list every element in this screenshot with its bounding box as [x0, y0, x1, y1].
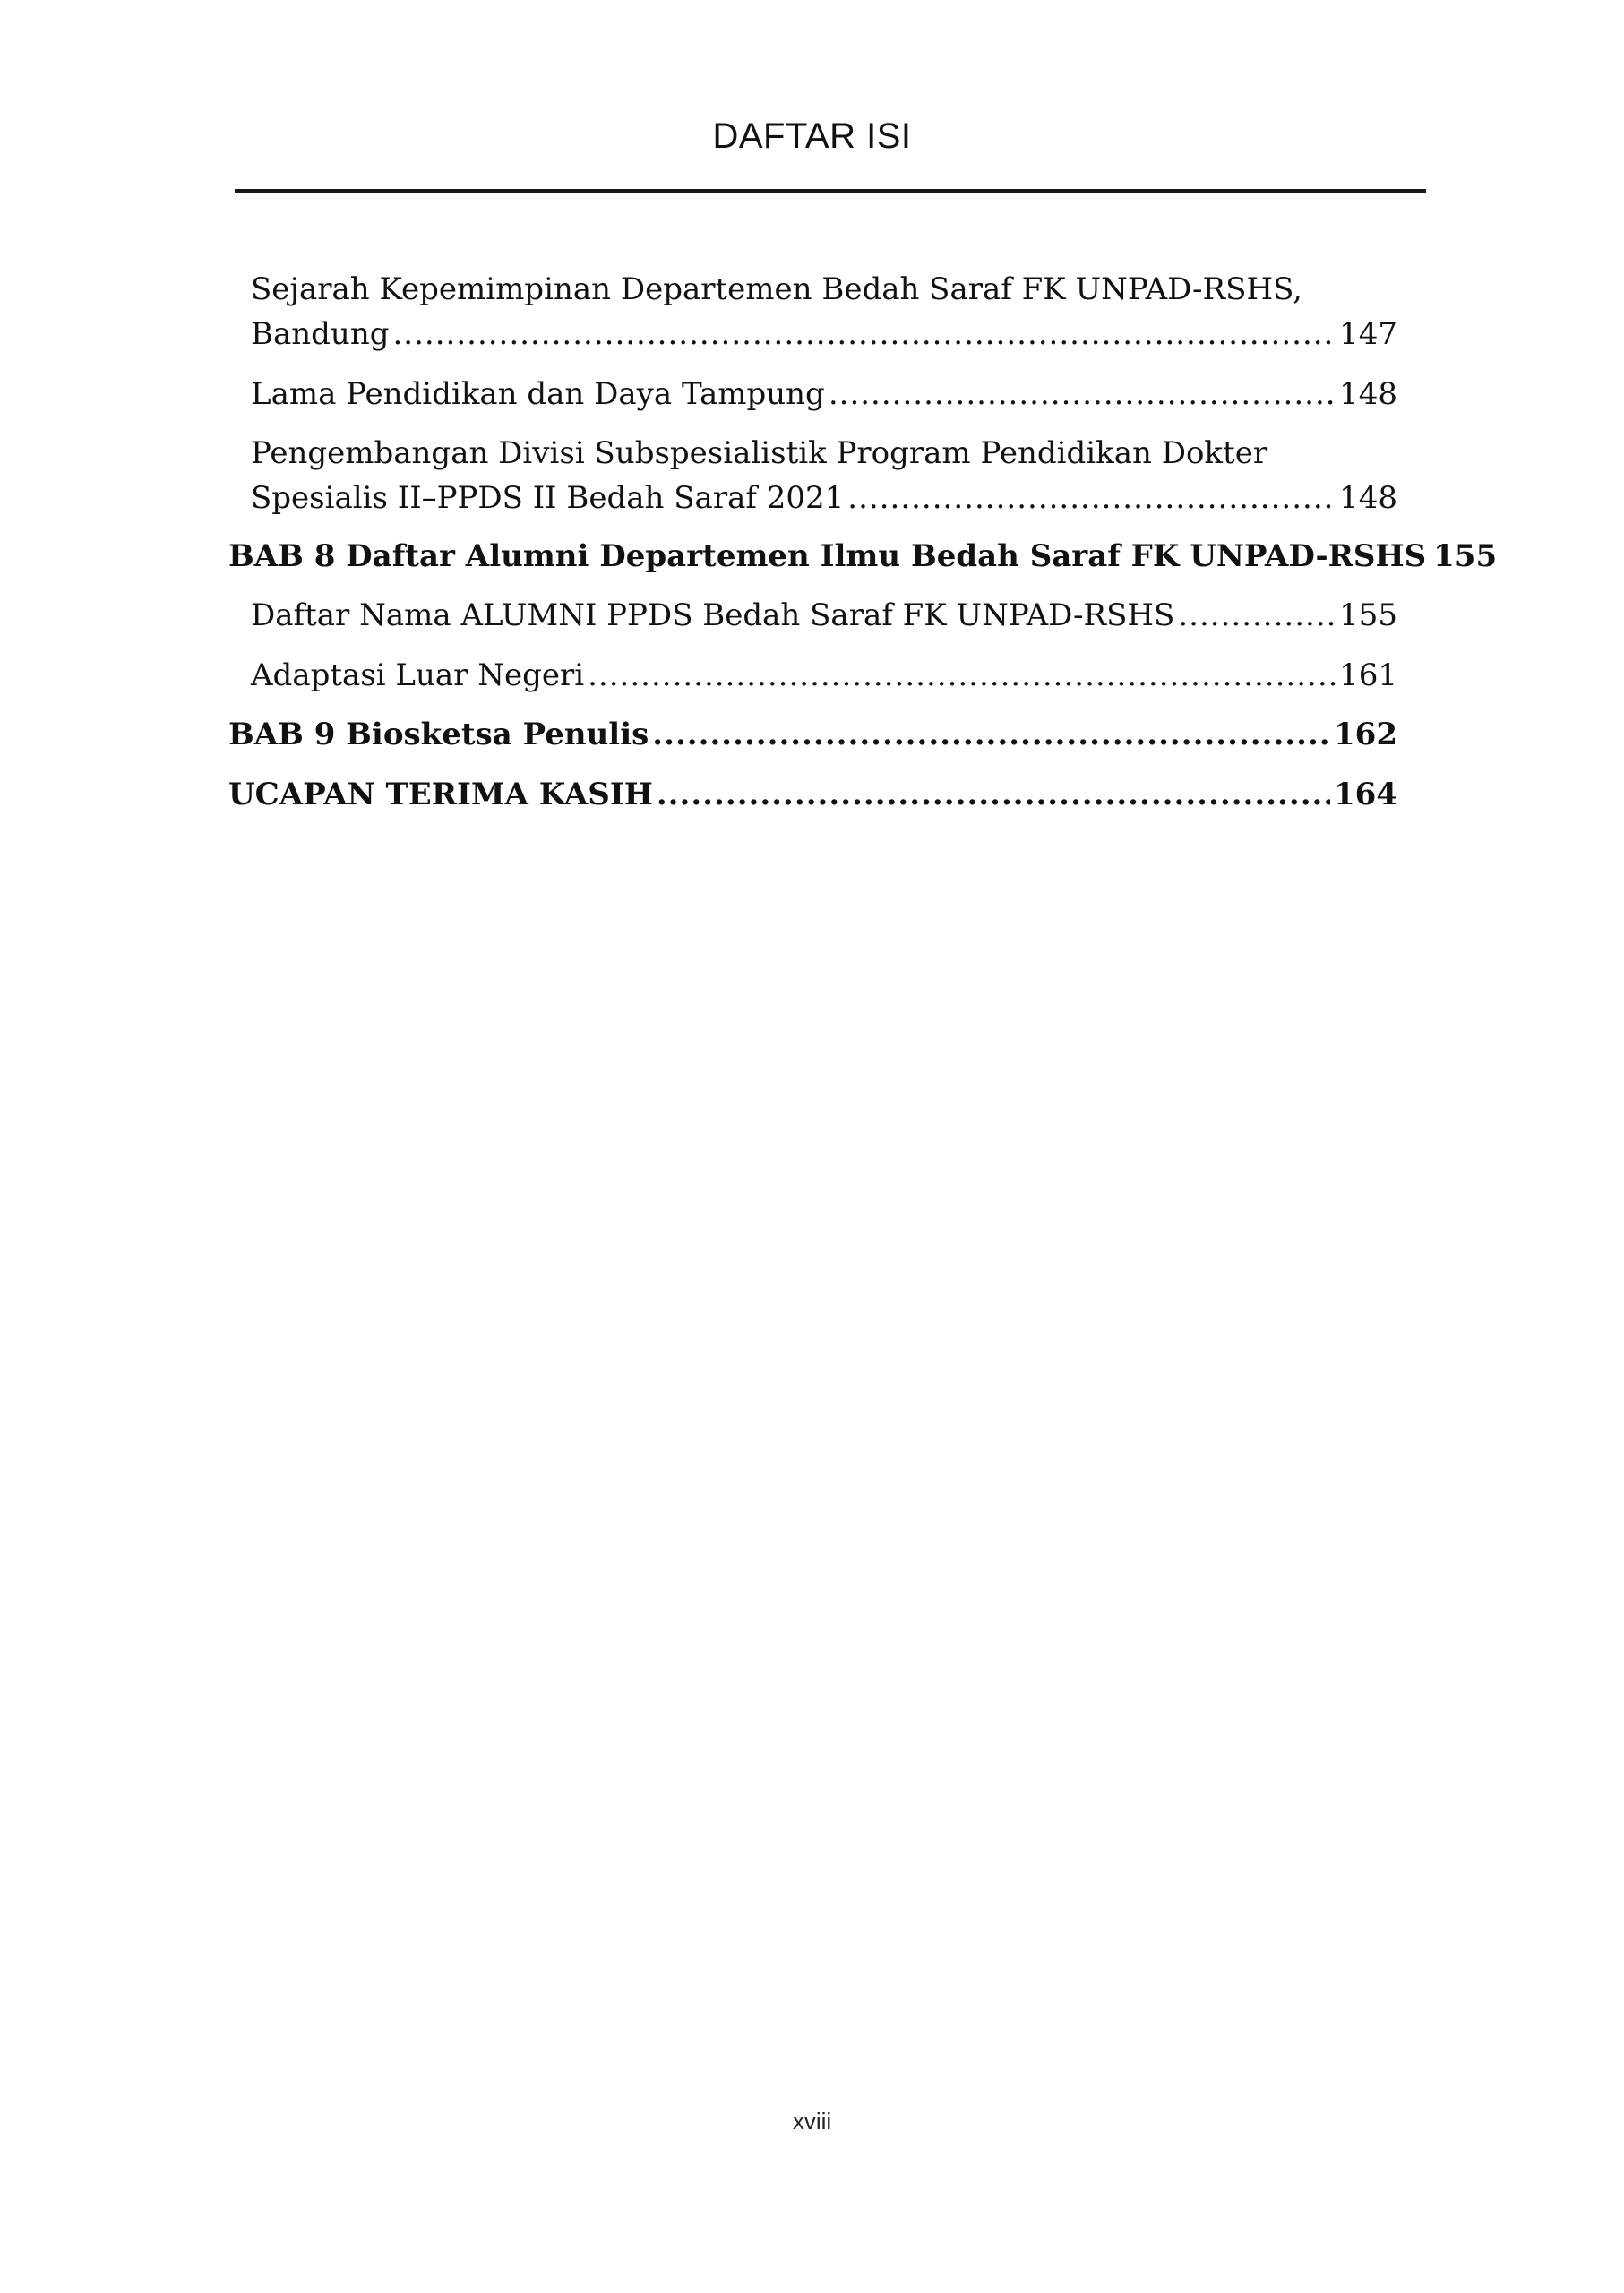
toc-entry[interactable] [251, 372, 1397, 417]
toc-entry-title: Daftar Nama ALUMNI PPDS Bedah Saraf FK UNPAD-RSHS [251, 597, 1175, 633]
toc-entry[interactable] [251, 593, 1397, 638]
page-number: xviii [792, 2108, 832, 2134]
dot-leader [829, 372, 1336, 417]
toc-entry[interactable] [251, 431, 1397, 520]
toc-entry-title-line1: Sejarah Kepemimpinan Departemen Bedah Saraf FK UNPAD-RSHS, [251, 271, 1302, 307]
toc-page-number: 148 [1339, 376, 1397, 412]
page-title: DAFTAR ISI [712, 116, 912, 156]
toc-entry-title-line1: Pengembangan Divisi Subspesialistik Program Pendidikan Dokter [251, 435, 1268, 471]
toc-page-number: 164 [1334, 777, 1397, 812]
toc-page-number: 155 [1339, 597, 1397, 633]
toc-entry-title: Adaptasi Luar Negeri [251, 657, 585, 693]
toc-chapter-title: BAB 8 Daftar Alumni Departemen Ilmu Bedah Saraf FK UNPAD-RSHS [228, 538, 1427, 574]
dot-leader [847, 476, 1336, 520]
toc-entry-title: Lama Pendidikan dan Daya Tampung [251, 376, 825, 412]
toc-entry[interactable] [251, 653, 1397, 698]
toc-page-number: 147 [1339, 316, 1397, 352]
dot-leader [1178, 593, 1336, 638]
toc-page-number: 161 [1339, 657, 1397, 693]
toc-chapter-title: BAB 9 Biosketsa Penulis [228, 717, 649, 752]
dot-leader [657, 772, 1330, 817]
toc-chapter-entry[interactable] [228, 534, 1498, 579]
toc-page-number: 162 [1334, 717, 1397, 752]
dot-leader [392, 312, 1336, 356]
toc-page-number: 155 [1433, 538, 1498, 574]
toc-entry[interactable] [251, 267, 1397, 356]
dot-leader [652, 712, 1330, 757]
dot-leader [588, 653, 1336, 698]
toc-chapter-entry[interactable] [228, 712, 1397, 757]
toc-page-number: 148 [1339, 480, 1397, 516]
toc-entry-title: Bandung [251, 316, 390, 352]
toc-entry-title: Spesialis II–PPDS II Bedah Saraf 2021 [251, 480, 845, 516]
toc-chapter-entry[interactable] [228, 772, 1397, 817]
toc-chapter-title: UCAPAN TERIMA KASIH [228, 777, 653, 812]
